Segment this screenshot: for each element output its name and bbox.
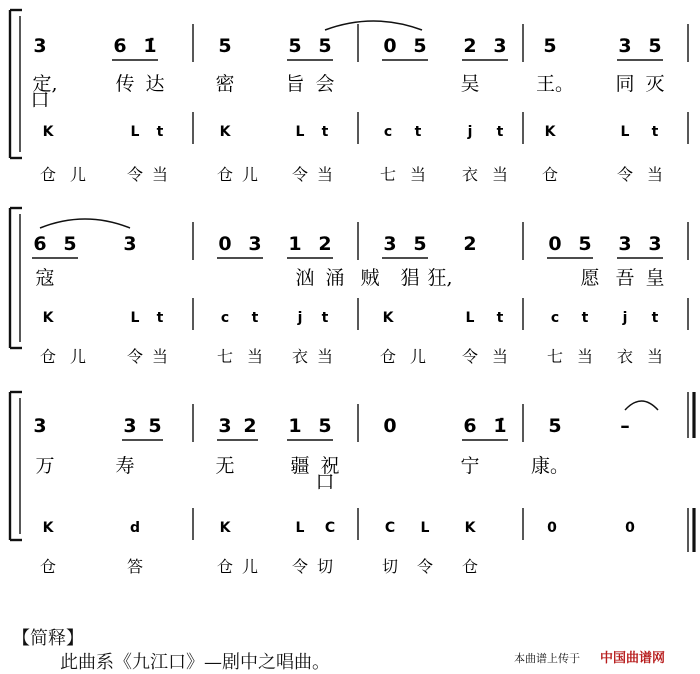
jianpu-note: 6 xyxy=(113,35,127,57)
site-logo: 中国曲谱网 xyxy=(600,651,666,666)
lyric-char: 贼 xyxy=(360,267,380,289)
jianpu-note: 0 xyxy=(218,233,232,255)
description-text: 此曲系《九江口》—剧中之唱曲。 xyxy=(60,652,330,673)
percussion-code: K xyxy=(219,124,231,140)
jianpu-note: 1̇ xyxy=(143,35,157,57)
percussion-syllable: 令 xyxy=(126,165,144,184)
percussion-syllable: 当 xyxy=(316,165,334,184)
percussion-code: j xyxy=(622,310,628,326)
percussion-syllable: 当 xyxy=(646,347,664,366)
lyric-char: 康。 xyxy=(530,455,570,477)
percussion-syllable: 当 xyxy=(409,165,427,184)
percussion-code: L xyxy=(620,124,630,140)
jianpu-note: 6 xyxy=(33,233,47,255)
jianpu-note: 3 xyxy=(33,415,47,437)
percussion-syllable: 仓 xyxy=(379,347,397,366)
percussion-syllable: 儿 xyxy=(241,165,259,184)
jianpu-note: 3 xyxy=(618,233,632,255)
percussion-syllable: 答 xyxy=(126,557,144,576)
lyric-char: 狂, xyxy=(427,267,453,289)
percussion-syllable: 儿 xyxy=(409,347,427,366)
percussion-code: t xyxy=(414,124,422,140)
slur-arc xyxy=(625,401,658,410)
percussion-code: j xyxy=(297,310,303,326)
percussion-syllable: 当 xyxy=(646,165,664,184)
percussion-code: K xyxy=(42,520,54,536)
lyric-sub-char: 口 xyxy=(30,89,50,111)
jianpu-note: 5 xyxy=(413,35,427,57)
lyric-char: 达 xyxy=(145,73,165,95)
lyric-char: 猖 xyxy=(400,267,420,289)
jianpu-note: 5 xyxy=(148,415,162,437)
jianpu-note: 5 xyxy=(288,35,302,57)
percussion-syllable: 当 xyxy=(491,165,509,184)
jianpu-note: 3 xyxy=(648,233,662,255)
percussion-code: t xyxy=(651,124,659,140)
jianpu-note: 2 xyxy=(243,415,257,437)
percussion-code: t xyxy=(321,124,329,140)
percussion-syllable: 当 xyxy=(151,347,169,366)
percussion-syllable: 仓 xyxy=(461,557,479,576)
jianpu-note: 5 xyxy=(543,35,557,57)
jianpu-note: 5 xyxy=(318,35,332,57)
percussion-syllable: 当 xyxy=(491,347,509,366)
jianpu-note: 3 xyxy=(493,35,507,57)
lyric-char: 宁 xyxy=(460,455,480,477)
percussion-code: c xyxy=(550,310,560,326)
percussion-code: K xyxy=(382,310,394,326)
percussion-syllable: 切 xyxy=(316,557,334,576)
percussion-syllable: 当 xyxy=(246,347,264,366)
lyric-char: 涌 xyxy=(325,267,345,289)
lyric-char: 愿 xyxy=(580,267,600,289)
percussion-code: L xyxy=(420,520,430,536)
jianpu-note: 6 xyxy=(463,415,477,437)
percussion-code: t xyxy=(251,310,259,326)
percussion-code: 0 xyxy=(625,520,635,536)
lyric-char: 灭 xyxy=(645,73,665,95)
lyric-char: 吾 xyxy=(615,267,635,289)
lyric-char: 传 xyxy=(115,73,135,95)
percussion-syllable: 仓 xyxy=(39,347,57,366)
lyric-char: 吴 xyxy=(460,73,480,95)
percussion-syllable: 仓 xyxy=(39,165,57,184)
section-title: 【简释】 xyxy=(12,628,84,649)
jianpu-note: 2 xyxy=(318,233,332,255)
percussion-code: L xyxy=(130,124,140,140)
lyric-char: 会 xyxy=(315,73,335,95)
percussion-syllable: 令 xyxy=(291,165,309,184)
percussion-code: K xyxy=(42,124,54,140)
percussion-code: C xyxy=(384,520,396,536)
lyric-char: 寿 xyxy=(115,455,135,477)
percussion-syllable: 儿 xyxy=(69,165,87,184)
jianpu-note: 1 xyxy=(288,415,302,437)
jianpu-note: 5 xyxy=(578,233,592,255)
percussion-syllable: 令 xyxy=(126,347,144,366)
percussion-code: C xyxy=(324,520,336,536)
lyric-char: 寇 xyxy=(35,267,55,289)
percussion-syllable: 衣 xyxy=(461,165,479,184)
jianpu-note: 5 xyxy=(318,415,332,437)
percussion-syllable: 当 xyxy=(576,347,594,366)
lyric-char: 疆 xyxy=(290,455,310,477)
lyric-char: 定, xyxy=(32,73,58,95)
jianpu-note: 5 xyxy=(413,233,427,255)
jianpu-note: 3 xyxy=(218,415,232,437)
percussion-syllable: 仓 xyxy=(216,165,234,184)
percussion-code: L xyxy=(295,124,305,140)
percussion-syllable: 令 xyxy=(461,347,479,366)
percussion-syllable: 儿 xyxy=(69,347,87,366)
percussion-syllable: 儿 xyxy=(241,557,259,576)
percussion-code: c xyxy=(383,124,393,140)
jianpu-note: 5 xyxy=(648,35,662,57)
jianpu-note: 0 xyxy=(383,415,397,437)
percussion-code: t xyxy=(496,124,504,140)
lyric-char: 万 xyxy=(35,455,55,477)
percussion-code: c xyxy=(220,310,230,326)
jianpu-note: 3 xyxy=(383,233,397,255)
percussion-syllable: 令 xyxy=(416,557,434,576)
jianpu-note: 5 xyxy=(548,415,562,437)
percussion-syllable: 七 xyxy=(216,347,234,366)
lyric-char: 祝 xyxy=(320,455,340,477)
lyric-char: 无 xyxy=(215,455,235,477)
percussion-syllable: 当 xyxy=(151,165,169,184)
jianpu-note: 1 xyxy=(288,233,302,255)
lyric-char: 汹 xyxy=(295,267,315,289)
jianpu-note: 1̇ xyxy=(493,415,507,437)
percussion-syllable: 令 xyxy=(291,557,309,576)
lyric-char: 同 xyxy=(615,73,635,95)
upload-credit: 本曲谱上传于 xyxy=(514,652,580,665)
percussion-code: K xyxy=(544,124,556,140)
percussion-syllable: 七 xyxy=(379,165,397,184)
percussion-code: L xyxy=(295,520,305,536)
percussion-code: d xyxy=(129,520,141,536)
jianpu-note: 2 xyxy=(463,35,477,57)
percussion-syllable: 仓 xyxy=(39,557,57,576)
percussion-code: t xyxy=(651,310,659,326)
jianpu-note: 0 xyxy=(383,35,397,57)
percussion-code: t xyxy=(321,310,329,326)
percussion-code: K xyxy=(219,520,231,536)
lyric-char: 密 xyxy=(215,73,235,95)
jianpu-note: 3 xyxy=(618,35,632,57)
percussion-code: 0 xyxy=(547,520,557,536)
percussion-code: L xyxy=(130,310,140,326)
jianpu-note: 3 xyxy=(33,35,47,57)
percussion-code: j xyxy=(467,124,473,140)
percussion-syllable: 令 xyxy=(616,165,634,184)
jianpu-note: 2 xyxy=(463,233,477,255)
percussion-syllable: 衣 xyxy=(616,347,634,366)
jianpu-note: 0 xyxy=(548,233,562,255)
percussion-syllable: 当 xyxy=(316,347,334,366)
percussion-syllable: 衣 xyxy=(291,347,309,366)
percussion-code: L xyxy=(465,310,475,326)
jianpu-note: – xyxy=(620,415,630,437)
percussion-code: K xyxy=(464,520,476,536)
percussion-syllable: 仓 xyxy=(541,165,559,184)
jianpu-note: 3 xyxy=(123,415,137,437)
percussion-code: K xyxy=(42,310,54,326)
percussion-code: t xyxy=(496,310,504,326)
lyric-char: 旨 xyxy=(285,73,305,95)
percussion-syllable: 七 xyxy=(546,347,564,366)
lyric-sub-char: 口 xyxy=(315,471,335,493)
slur-arc xyxy=(40,219,130,228)
jianpu-note: 3 xyxy=(248,233,262,255)
percussion-code: t xyxy=(581,310,589,326)
lyric-char: 王。 xyxy=(535,73,575,95)
jianpu-note: 5 xyxy=(63,233,77,255)
percussion-code: t xyxy=(156,124,164,140)
lyric-char: 皇 xyxy=(645,267,665,289)
percussion-syllable: 切 xyxy=(381,557,399,576)
percussion-code: t xyxy=(156,310,164,326)
jianpu-note: 3 xyxy=(123,233,137,255)
slur-arc xyxy=(325,21,422,30)
percussion-syllable: 仓 xyxy=(216,557,234,576)
jianpu-note: 5 xyxy=(218,35,232,57)
